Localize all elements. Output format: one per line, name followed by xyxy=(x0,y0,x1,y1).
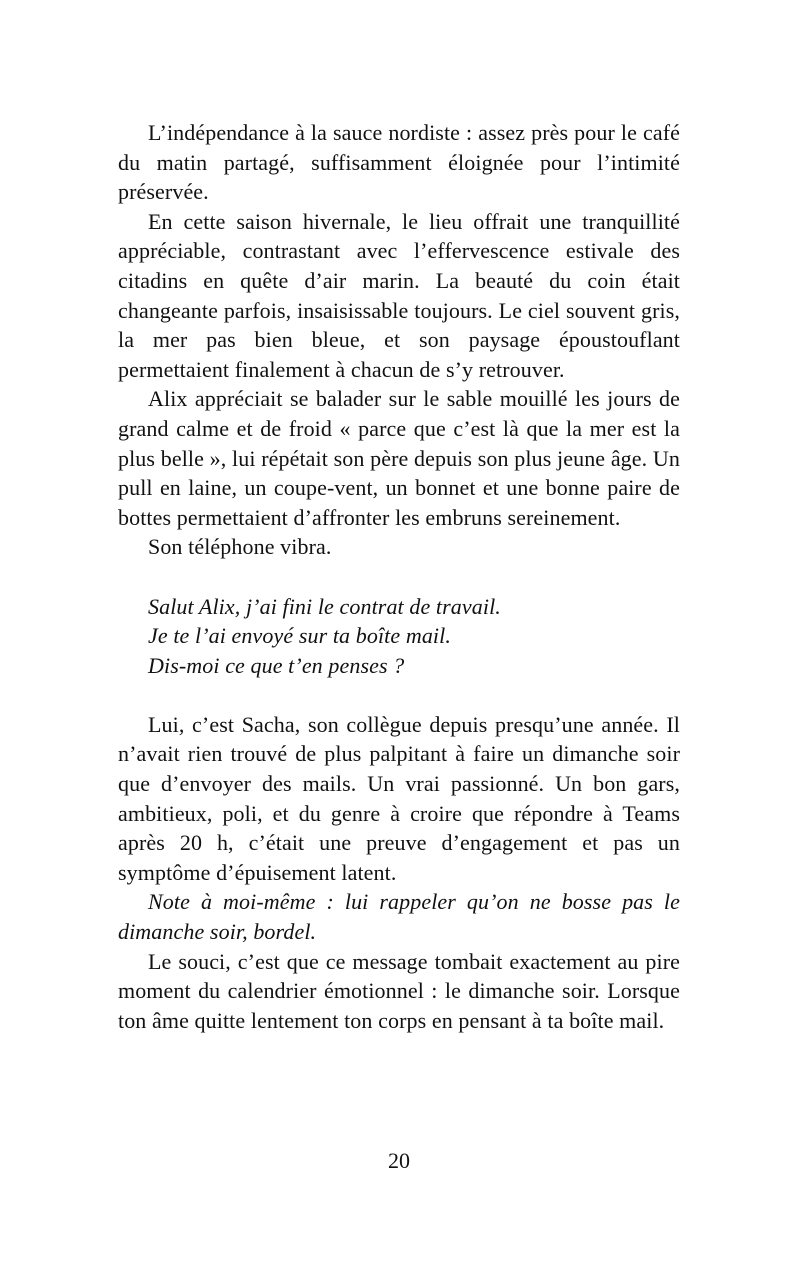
book-page xyxy=(118,118,680,1035)
message-line: Je te l’ai envoyé sur ta boîte mail. xyxy=(148,623,451,649)
italic-note: Note à moi-même : lui rappeler qu’on ne bosse pas le dimanche soir, bordel. xyxy=(118,889,680,945)
paragraph: En cette saison hivernale, le lieu offrait une tranquillité appréciable, contrastant avec l’effervescence estivale des citadins en quête d’air marin. La beauté du coin était changeante parfois, insaisissable toujours. Le ciel souvent gris, la mer pas bien bleue, et son paysage époustouflant permettaient finalement à chacun de s’y retrouver. xyxy=(118,208,680,382)
message-line: Salut Alix, j’ai fini le contrat de travail. xyxy=(148,593,501,619)
page-number: 20 xyxy=(388,1148,410,1173)
text-message xyxy=(148,592,680,681)
paragraph: Lui, c’est Sacha, son collègue depuis presqu’une année. Il n’avait rien trouvé de plus palpitant à faire un dimanche soir que d’envoyer des mails. Un vrai passionné. Un bon gars, ambitieux, poli, et du genre à croire que répondre à Teams après 20 h, c’était une preuve d’engagement et pas un symptôme d’épuisement latent. xyxy=(118,711,680,885)
paragraph: Son téléphone vibra. xyxy=(148,534,332,560)
message-line: Dis-moi ce que t’en penses ? xyxy=(148,652,405,678)
paragraph: Le souci, c’est que ce message tombait exactement au pire moment du calendrier émotionnel : le dimanche soir. Lorsque ton âme quitte lentement ton corps en pensant à ta boîte mail. xyxy=(118,948,680,1033)
paragraph: L’indépendance à la sauce nordiste : assez près pour le café du matin partagé, suffisamment éloignée pour l’intimité préservée. xyxy=(118,120,680,205)
paragraph: Alix appréciait se balader sur le sable mouillé les jours de grand calme et de froid « parce que c’est là que la mer est la plus belle », lui répétait son père depuis son plus jeune âge. Un pull en laine, un coupe-vent, un bonnet et une bonne paire de bottes permettaient d’affronter les embruns sereinement. xyxy=(118,386,680,530)
